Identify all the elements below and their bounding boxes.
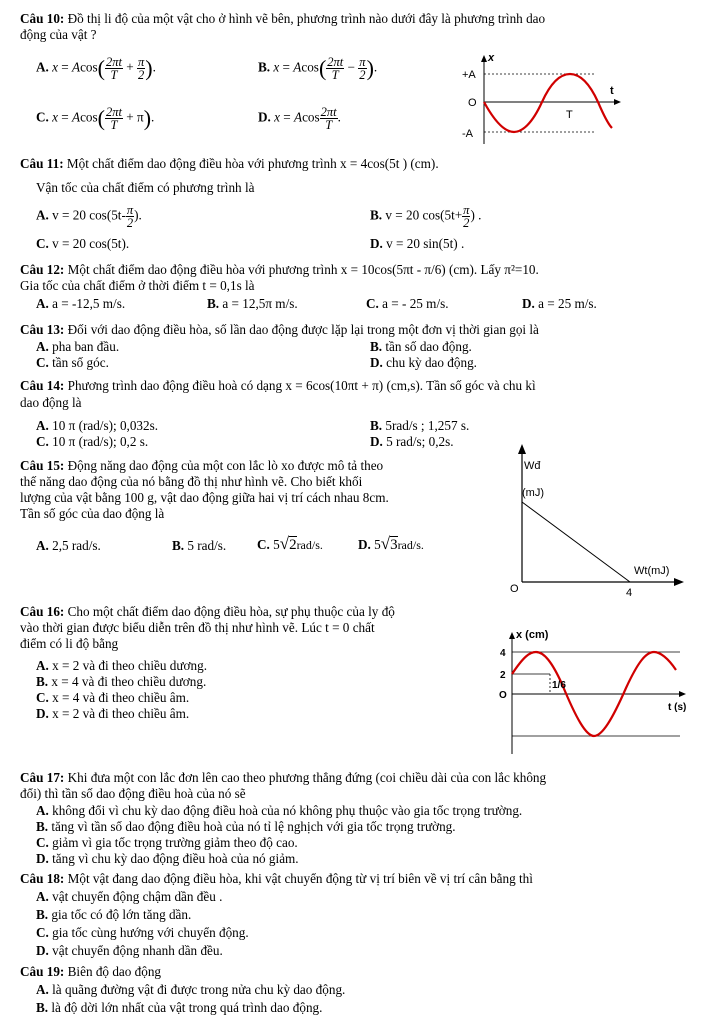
q10-option-c[interactable]: C. x = Acos( $\frac{2\pi t}{T}$ + π).	[36, 105, 155, 132]
q16-option-b[interactable]: B. x = 4 và đi theo chiều dương.	[36, 674, 207, 689]
q16-graph-four: 4	[500, 648, 506, 659]
q13-stem: Câu 13: Đối với dao động điều hòa, số lần dao động được lặp lại trong một đơn vị thời gian gọi là	[20, 322, 539, 337]
q12-option-b[interactable]: B. a = 12,5π m/s.	[207, 296, 298, 311]
q11-stem-2: Vận tốc của chất điểm có phương trình là	[36, 180, 255, 195]
q15-graph-wt: Wt(mJ)	[634, 565, 670, 577]
q14-option-d[interactable]: D. 5 rad/s; 0,2s.	[370, 434, 454, 449]
q16-stem-1: Câu 16: Cho một chất điểm dao động điều hòa, sự phụ thuộc của ly độ	[20, 604, 395, 619]
q15-energy-graph	[500, 440, 690, 600]
q16-stem-2: vào thời gian được biểu diễn trên đồ thị như hình vẽ. Lúc t = 0 chất	[20, 620, 375, 635]
q12-option-d[interactable]: D. a = 25 m/s.	[522, 296, 597, 311]
q18-option-c[interactable]: C. gia tốc cùng hướng với chuyển động.	[36, 925, 249, 940]
q15-option-b[interactable]: B. 5 rad/s.	[172, 538, 227, 553]
q10-option-a[interactable]: A. x = Acos( $\frac{2\pi t}{T}$ + $\frac{\pi}{2}$ ).	[36, 55, 156, 82]
q16-graph-origin: O	[499, 690, 507, 701]
q10-graph	[456, 52, 622, 148]
q18-option-b[interactable]: B. gia tốc có độ lớn tăng dần.	[36, 907, 192, 922]
q10-stem-2: động của vật ?	[20, 27, 97, 42]
q11-stem: Câu 11: Một chất điểm dao động điều hòa với phương trình x = 4cos(5t ) (cm).	[20, 156, 439, 171]
q14-stem-2: dao động là	[20, 395, 82, 410]
q13-option-a[interactable]: A. pha ban đầu.	[36, 339, 120, 354]
q10-graph-minus-a: -A	[462, 128, 473, 140]
q10-graph-plus-a: +A	[462, 69, 476, 81]
q16-option-c[interactable]: C. x = 4 và đi theo chiều âm.	[36, 690, 190, 705]
q15-stem-3: lượng của vật bằng 100 g, vật dao động giữa hai vị trí cách nhau 8cm.	[20, 490, 389, 505]
q15-graph-origin: O	[510, 583, 519, 595]
q12-option-c[interactable]: C. a = - 25 m/s.	[366, 296, 449, 311]
q16-graph	[490, 628, 690, 758]
q16-option-a[interactable]: A. x = 2 và đi theo chiều dương.	[36, 658, 207, 673]
q13-option-b[interactable]: B. tần số dao động.	[370, 339, 472, 354]
q15-graph-four: 4	[626, 587, 633, 599]
q17-option-a[interactable]: A. không đổi vì chu kỳ dao động điều hoà của nó không phụ thuộc vào gia tốc trọng trường.	[36, 803, 523, 818]
q19-option-a[interactable]: A. là quãng đường vật đi được trong nửa chu kỳ dao động.	[36, 982, 346, 997]
q13-option-d[interactable]: D. chu kỳ dao động.	[370, 355, 477, 370]
q11-option-d[interactable]: D. v = 20 sin(5t) .	[370, 236, 465, 251]
q12-stem-2: Gia tốc của chất điểm ở thời điểm t = 0,1s là	[20, 278, 255, 293]
q17-stem-2: đổi) thì tần số dao động điều hoà của nó sẽ	[20, 786, 246, 801]
q19-stem: Câu 19: Biên độ dao động	[20, 964, 162, 979]
q15-stem-1: Câu 15: Động năng dao động của một con lắc lò xo được mô tả theo	[20, 458, 384, 473]
q14-stem: Câu 14: Phương trình dao động điều hoà có dạng x = 6cos(10πt + π) (cm,s). Tần số góc và chu kì	[20, 378, 536, 393]
q11-option-b[interactable]: B. v = 20 cos(5t+ $\frac{\pi}{2}$ ) .	[370, 203, 482, 230]
q15-option-c[interactable]: C. 5√2rad/s.	[257, 534, 323, 553]
q10-graph-origin: O	[468, 97, 477, 109]
q15-stem-2: thế năng dao động của nó bằng đồ thị như hình vẽ. Cho biết khối	[20, 474, 363, 489]
q15-option-d[interactable]: D. 5√3rad/s.	[358, 534, 424, 553]
q15-option-a[interactable]: A. 2,5 rad/s.	[36, 538, 101, 553]
q10-graph-x-label: x	[488, 52, 495, 64]
q16-graph-one-sixth: 1/6	[552, 680, 566, 691]
q14-option-a[interactable]: A. 10 π (rad/s); 0,032s.	[36, 418, 159, 433]
q10-stem: Câu 10: Đồ thị li độ của một vật cho ở hình vẽ bên, phương trình nào dưới đây là phương trình dao	[20, 11, 546, 26]
q12-stem: Câu 12: Một chất điểm dao động điều hòa với phương trình x = 10cos(5πt - π/6) (cm). Lấy π²=10.	[20, 262, 539, 277]
q17-option-d[interactable]: D. tăng vì chu kỳ dao động điều hoà của nó giảm.	[36, 851, 299, 866]
q19-option-b[interactable]: B. là độ dời lớn nhất của vật trong quá trình dao động.	[36, 1000, 323, 1015]
q10-graph-period: T	[566, 109, 573, 121]
q18-option-d[interactable]: D. vật chuyển động nhanh dần đều.	[36, 943, 223, 958]
q10-graph-t-label: t	[610, 85, 614, 97]
q16-stem-3: điểm có li độ bằng	[20, 636, 119, 651]
q13-option-c[interactable]: C. tần số góc.	[36, 355, 109, 370]
q18-stem: Câu 18: Một vật đang dao động điều hòa, khi vật chuyển động từ vị trí biên về vị trí cân bằng thì	[20, 871, 533, 886]
q15-stem-4: Tần số góc của dao động là	[20, 506, 165, 521]
q16-graph-two: 2	[500, 670, 506, 681]
q16-graph-t-label: t (s)	[668, 702, 687, 713]
q11-option-c[interactable]: C. v = 20 cos(5t).	[36, 236, 130, 251]
q14-option-b[interactable]: B. 5rad/s ; 1,257 s.	[370, 418, 470, 433]
q10-option-d[interactable]: D. x = Acos $\frac{2\pi t}{T}$ .	[258, 105, 341, 132]
q11-option-a[interactable]: A. v = 20 cos(5t- $\frac{\pi}{2}$ ).	[36, 203, 142, 230]
q16-graph-x-label: x (cm)	[516, 629, 549, 641]
q15-graph-mj: (mJ)	[522, 487, 544, 499]
q17-stem: Câu 17: Khi đưa một con lắc đơn lên cao theo phương thẳng đứng (coi chiều dài của con lắc không	[20, 770, 547, 785]
q15-graph-wd: Wđ	[524, 460, 541, 472]
q18-option-a[interactable]: A. vật chuyển động chậm dần đều .	[36, 889, 223, 904]
q17-option-b[interactable]: B. tăng vì tần số dao động điều hoà của nó tỉ lệ nghịch với gia tốc trọng trường.	[36, 819, 456, 834]
q10-option-b[interactable]: B. x = Acos( $\frac{2\pi t}{T}$ − $\frac{\pi}{2}$ ).	[258, 55, 378, 82]
q12-option-a[interactable]: A. a = -12,5 m/s.	[36, 296, 126, 311]
q14-option-c[interactable]: C. 10 π (rad/s); 0,2 s.	[36, 434, 149, 449]
q17-option-c[interactable]: C. giảm vì gia tốc trọng trường giảm theo độ cao.	[36, 835, 298, 850]
q16-option-d[interactable]: D. x = 2 và đi theo chiều âm.	[36, 706, 190, 721]
